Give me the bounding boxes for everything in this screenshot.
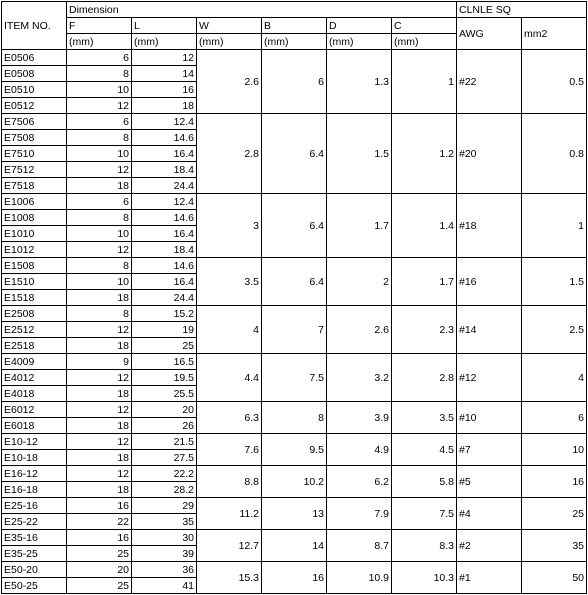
l-cell: 35 — [132, 514, 197, 530]
item-no-cell: E2508 — [2, 306, 67, 322]
table-row — [2, 530, 587, 546]
awg-cell: #10 — [457, 402, 522, 434]
d-cell: 8.7 — [327, 530, 392, 562]
awg-cell: #2 — [457, 530, 522, 562]
item-no-header: ITEM NO. — [2, 2, 67, 50]
item-no-cell: E7508 — [2, 130, 67, 146]
col-header-f: F — [67, 18, 132, 34]
l-cell: 16.4 — [132, 226, 197, 242]
item-no-cell: E0510 — [2, 82, 67, 98]
c-cell: 2.8 — [392, 354, 457, 402]
table-row — [2, 50, 587, 66]
item-no-cell: E2518 — [2, 338, 67, 354]
specification-table — [1, 1, 587, 594]
col-header-w: W — [197, 18, 262, 34]
c-cell: 7.5 — [392, 498, 457, 530]
item-no-cell: E1010 — [2, 226, 67, 242]
item-no-cell: E50-20 — [2, 562, 67, 578]
mm2-cell: 10 — [522, 434, 587, 466]
f-cell: 18 — [67, 418, 132, 434]
item-no-cell: E7506 — [2, 114, 67, 130]
b-cell: 6 — [262, 50, 327, 114]
f-cell: 8 — [67, 306, 132, 322]
item-no-cell: E0506 — [2, 50, 67, 66]
l-cell: 14.6 — [132, 258, 197, 274]
l-cell: 39 — [132, 546, 197, 562]
l-cell: 14 — [132, 66, 197, 82]
l-cell: 30 — [132, 530, 197, 546]
l-cell: 26 — [132, 418, 197, 434]
w-cell: 4 — [197, 306, 262, 354]
col-header-b: B — [262, 18, 327, 34]
f-cell: 8 — [67, 210, 132, 226]
b-cell: 6.4 — [262, 114, 327, 194]
awg-cell: #14 — [457, 306, 522, 354]
d-cell: 1.7 — [327, 194, 392, 258]
l-cell: 24.4 — [132, 178, 197, 194]
b-cell: 6.4 — [262, 194, 327, 258]
f-cell: 20 — [67, 562, 132, 578]
mm2-cell: 6 — [522, 402, 587, 434]
w-cell: 2.6 — [197, 50, 262, 114]
col-header-awg: AWG — [457, 18, 522, 50]
item-no-cell: E0512 — [2, 98, 67, 114]
c-cell: 10.3 — [392, 562, 457, 594]
f-cell: 18 — [67, 386, 132, 402]
l-cell: 16.4 — [132, 274, 197, 290]
table-row — [2, 114, 587, 130]
l-cell: 18.4 — [132, 242, 197, 258]
clnle-sq-header: CLNLE SQ — [457, 2, 587, 18]
b-cell: 16 — [262, 562, 327, 594]
item-no-cell: E1518 — [2, 290, 67, 306]
l-cell: 41 — [132, 578, 197, 594]
w-cell: 2.8 — [197, 114, 262, 194]
d-cell: 1.5 — [327, 114, 392, 194]
f-cell: 25 — [67, 546, 132, 562]
l-cell: 20 — [132, 402, 197, 418]
unit-w: (mm) — [197, 34, 262, 50]
f-cell: 9 — [67, 354, 132, 370]
f-cell: 18 — [67, 482, 132, 498]
b-cell: 14 — [262, 530, 327, 562]
b-cell: 13 — [262, 498, 327, 530]
d-cell: 1.3 — [327, 50, 392, 114]
awg-cell: #5 — [457, 466, 522, 498]
mm2-cell: 0.8 — [522, 114, 587, 194]
w-cell: 3.5 — [197, 258, 262, 306]
awg-cell: #12 — [457, 354, 522, 402]
l-cell: 12.4 — [132, 114, 197, 130]
l-cell: 28.2 — [132, 482, 197, 498]
c-cell: 1.4 — [392, 194, 457, 258]
l-cell: 21.5 — [132, 434, 197, 450]
l-cell: 29 — [132, 498, 197, 514]
mm2-cell: 4 — [522, 354, 587, 402]
unit-f: (mm) — [67, 34, 132, 50]
d-cell: 2 — [327, 258, 392, 306]
mm2-cell: 16 — [522, 466, 587, 498]
table-row — [2, 498, 587, 514]
item-no-cell: E7510 — [2, 146, 67, 162]
l-cell: 16 — [132, 82, 197, 98]
b-cell: 8 — [262, 402, 327, 434]
f-cell: 8 — [67, 66, 132, 82]
c-cell: 4.5 — [392, 434, 457, 466]
unit-d: (mm) — [327, 34, 392, 50]
col-header-mm2: mm2 — [522, 18, 587, 50]
mm2-cell: 0.5 — [522, 50, 587, 114]
l-cell: 25.5 — [132, 386, 197, 402]
item-no-cell: E1006 — [2, 194, 67, 210]
l-cell: 19.5 — [132, 370, 197, 386]
d-cell: 2.6 — [327, 306, 392, 354]
c-cell: 1.2 — [392, 114, 457, 194]
dimension-header: Dimension — [67, 2, 457, 18]
f-cell: 16 — [67, 498, 132, 514]
b-cell: 7 — [262, 306, 327, 354]
d-cell: 6.2 — [327, 466, 392, 498]
l-cell: 27.5 — [132, 450, 197, 466]
item-no-cell: E6012 — [2, 402, 67, 418]
item-no-cell: E1012 — [2, 242, 67, 258]
l-cell: 18 — [132, 98, 197, 114]
f-cell: 10 — [67, 226, 132, 242]
d-cell: 4.9 — [327, 434, 392, 466]
item-no-cell: E1008 — [2, 210, 67, 226]
item-no-cell: E16-12 — [2, 466, 67, 482]
table-body — [2, 50, 587, 594]
mm2-cell: 50 — [522, 562, 587, 594]
f-cell: 12 — [67, 242, 132, 258]
f-cell: 12 — [67, 98, 132, 114]
l-cell: 24.4 — [132, 290, 197, 306]
f-cell: 8 — [67, 258, 132, 274]
table-row — [2, 562, 587, 578]
w-cell: 6.3 — [197, 402, 262, 434]
f-cell: 25 — [67, 578, 132, 594]
table-row — [2, 194, 587, 210]
item-no-cell: E35-16 — [2, 530, 67, 546]
item-no-cell: E10-18 — [2, 450, 67, 466]
f-cell: 22 — [67, 514, 132, 530]
w-cell: 4.4 — [197, 354, 262, 402]
mm2-cell: 1.5 — [522, 258, 587, 306]
c-cell: 2.3 — [392, 306, 457, 354]
c-cell: 8.3 — [392, 530, 457, 562]
w-cell: 3 — [197, 194, 262, 258]
f-cell: 8 — [67, 130, 132, 146]
f-cell: 16 — [67, 530, 132, 546]
c-cell: 5.8 — [392, 466, 457, 498]
awg-cell: #7 — [457, 434, 522, 466]
item-no-cell: E25-16 — [2, 498, 67, 514]
d-cell: 3.2 — [327, 354, 392, 402]
l-cell: 25 — [132, 338, 197, 354]
unit-l: (mm) — [132, 34, 197, 50]
f-cell: 12 — [67, 402, 132, 418]
awg-cell: #18 — [457, 194, 522, 258]
f-cell: 12 — [67, 322, 132, 338]
table-row — [2, 306, 587, 322]
l-cell: 19 — [132, 322, 197, 338]
w-cell: 7.6 — [197, 434, 262, 466]
col-header-d: D — [327, 18, 392, 34]
item-no-cell: E2512 — [2, 322, 67, 338]
w-cell: 15.3 — [197, 562, 262, 594]
c-cell: 3.5 — [392, 402, 457, 434]
unit-b: (mm) — [262, 34, 327, 50]
l-cell: 12.4 — [132, 194, 197, 210]
table-row — [2, 258, 587, 274]
table-row — [2, 434, 587, 450]
awg-cell: #16 — [457, 258, 522, 306]
awg-cell: #4 — [457, 498, 522, 530]
item-no-cell: E7518 — [2, 178, 67, 194]
awg-cell: #22 — [457, 50, 522, 114]
w-cell: 11.2 — [197, 498, 262, 530]
d-cell: 7.9 — [327, 498, 392, 530]
col-header-c: C — [392, 18, 457, 34]
unit-c: (mm) — [392, 34, 457, 50]
item-no-cell: E25-22 — [2, 514, 67, 530]
col-header-l: L — [132, 18, 197, 34]
w-cell: 12.7 — [197, 530, 262, 562]
d-cell: 10.9 — [327, 562, 392, 594]
l-cell: 36 — [132, 562, 197, 578]
item-no-cell: E4009 — [2, 354, 67, 370]
mm2-cell: 2.5 — [522, 306, 587, 354]
item-no-cell: E4012 — [2, 370, 67, 386]
f-cell: 12 — [67, 434, 132, 450]
f-cell: 12 — [67, 370, 132, 386]
d-cell: 3.9 — [327, 402, 392, 434]
awg-cell: #20 — [457, 114, 522, 194]
b-cell: 6.4 — [262, 258, 327, 306]
item-no-cell: E50-25 — [2, 578, 67, 594]
b-cell: 9.5 — [262, 434, 327, 466]
l-cell: 12 — [132, 50, 197, 66]
table-row — [2, 402, 587, 418]
item-no-cell: E10-12 — [2, 434, 67, 450]
f-cell: 10 — [67, 146, 132, 162]
f-cell: 6 — [67, 50, 132, 66]
mm2-cell: 35 — [522, 530, 587, 562]
item-no-cell: E0508 — [2, 66, 67, 82]
c-cell: 1 — [392, 50, 457, 114]
f-cell: 10 — [67, 274, 132, 290]
l-cell: 22.2 — [132, 466, 197, 482]
f-cell: 18 — [67, 338, 132, 354]
f-cell: 10 — [67, 82, 132, 98]
f-cell: 18 — [67, 178, 132, 194]
f-cell: 12 — [67, 466, 132, 482]
l-cell: 16.5 — [132, 354, 197, 370]
mm2-cell: 1 — [522, 194, 587, 258]
item-no-cell: E4018 — [2, 386, 67, 402]
item-no-cell: E6018 — [2, 418, 67, 434]
b-cell: 7.5 — [262, 354, 327, 402]
awg-cell: #1 — [457, 562, 522, 594]
l-cell: 15.2 — [132, 306, 197, 322]
c-cell: 1.7 — [392, 258, 457, 306]
b-cell: 10.2 — [262, 466, 327, 498]
f-cell: 6 — [67, 114, 132, 130]
l-cell: 14.6 — [132, 130, 197, 146]
item-no-cell: E35-25 — [2, 546, 67, 562]
w-cell: 8.8 — [197, 466, 262, 498]
item-no-cell: E1508 — [2, 258, 67, 274]
f-cell: 18 — [67, 290, 132, 306]
f-cell: 6 — [67, 194, 132, 210]
l-cell: 18.4 — [132, 162, 197, 178]
item-no-cell: E1510 — [2, 274, 67, 290]
f-cell: 18 — [67, 450, 132, 466]
item-no-cell: E7512 — [2, 162, 67, 178]
mm2-cell: 25 — [522, 498, 587, 530]
l-cell: 14.6 — [132, 210, 197, 226]
f-cell: 12 — [67, 162, 132, 178]
item-no-cell: E16-18 — [2, 482, 67, 498]
l-cell: 16.4 — [132, 146, 197, 162]
table-row — [2, 466, 587, 482]
table-row — [2, 354, 587, 370]
